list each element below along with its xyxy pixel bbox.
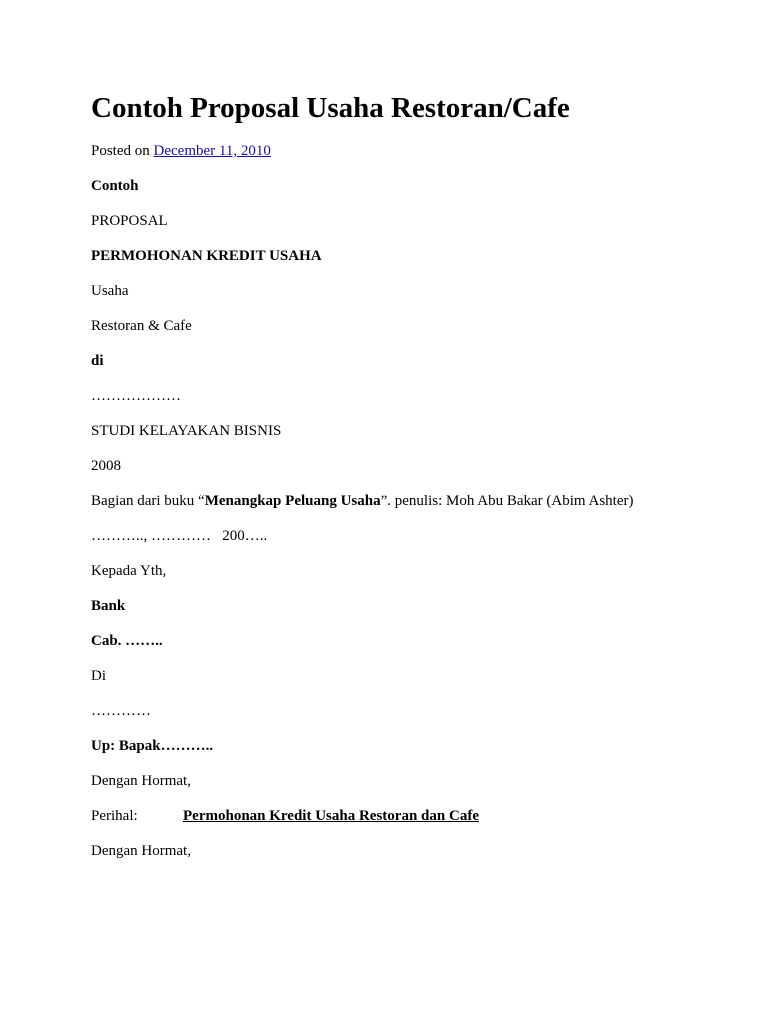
cab-text: Cab. …….. (91, 633, 163, 649)
date-placeholder: ……….., ………… 200….. (91, 528, 268, 544)
kepada-text: Kepada Yth, (91, 563, 167, 579)
posted-line (91, 141, 271, 161)
contoh-text: Contoh (91, 178, 139, 194)
studi-text: STUDI KELAYAKAN BISNIS (91, 423, 282, 439)
bagian-line (91, 491, 633, 511)
posted-prefix: Posted on (91, 143, 150, 159)
di-text: Di (91, 668, 106, 684)
proposal-text: PROPOSAL (91, 213, 168, 229)
bank-text: Bank (91, 598, 126, 614)
year-text: 2008 (91, 458, 121, 474)
di-placeholder: ………… (91, 703, 151, 719)
up-text: Up: Bapak……….. (91, 738, 214, 754)
di-bold-text: di (91, 353, 104, 369)
book-title: Menangkap Peluang Usaha (204, 493, 381, 509)
hormat-text-2: Dengan Hormat, (91, 843, 191, 859)
perihal-line (91, 806, 479, 826)
bagian-prefix: Bagian dari buku “ (91, 493, 205, 509)
usaha-text: Usaha (91, 283, 129, 299)
bagian-suffix: ”. penulis: Moh Abu Bakar (Abim Ashter) (380, 493, 634, 509)
perihal-value: Permohonan Kredit Usaha Restoran dan Cafe (183, 808, 479, 824)
hormat-text-1: Dengan Hormat, (91, 773, 191, 789)
restoran-cafe-text: Restoran & Cafe (91, 318, 192, 334)
posted-date-link[interactable]: December 11, 2010 (153, 143, 271, 159)
location-placeholder: ……………… (91, 388, 181, 404)
page-title: Contoh Proposal Usaha Restoran/Cafe (91, 92, 570, 124)
perihal-label: Perihal: (91, 808, 138, 824)
permohonan-heading: PERMOHONAN KREDIT USAHA (91, 248, 322, 264)
